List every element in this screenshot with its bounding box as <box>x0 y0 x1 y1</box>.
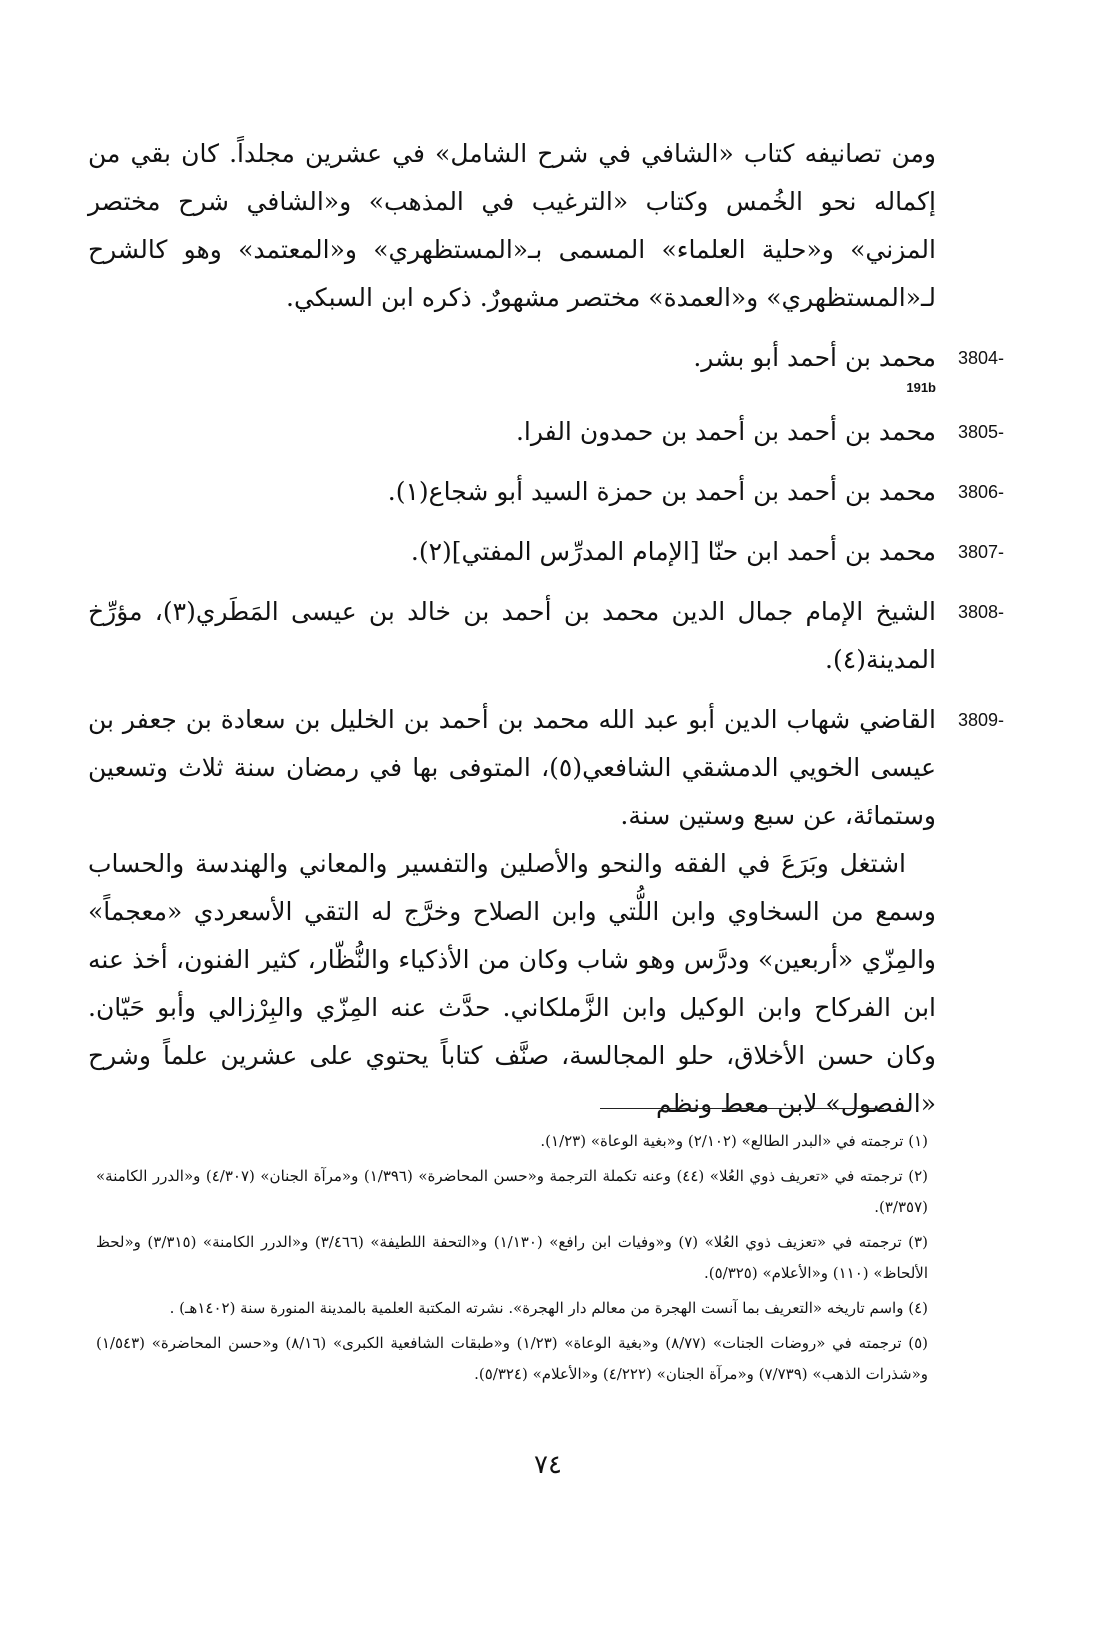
entry-3804 <box>88 334 1004 382</box>
footnote-5: (٥) ترجمته في «روضات الجنات» (٨/٧٧) و«بغية الوعاة» (١/٢٣) و«طبقات الشافعية الكبرى» (٨/١٦) و«حسن المحاضرة» (١/٥٤٣) و«شذرات الذهب» (٧/٧٣٩) و«مرآة الجنان» (٤/٢٢٢) و«الأعلام» (٥/٣٢٤). <box>96 1334 929 1383</box>
entry-3807 <box>88 528 1004 576</box>
entry-text: القاضي شهاب الدين أبو عبد الله محمد بن أحمد بن الخليل بن سعادة بن جعفر بن عيسى الخويي الدمشقي الشافعي(٥)، المتوفى بها في رمضان سنة ثلاث وتسعين وستمائة، عن سبع وستين سنة. <box>88 705 936 830</box>
footnote-4: (٤) واسم تاريخه «التعريف بما آنست الهجرة من معالم دار الهجرة». نشرته المكتبة العلمية بالمدينة المنورة سنة (١٤٠٢هـ) . <box>169 1299 928 1317</box>
entry-text: محمد بن أحمد بن أحمد بن حمدون الفرا. <box>515 417 936 446</box>
entry-3805 <box>88 408 1004 456</box>
page-number: ٧٤ <box>534 1450 562 1480</box>
main-text <box>88 130 1004 1128</box>
intro-paragraph: ومن تصانيفه كتاب «الشافي في شرح الشامل» في عشرين مجلداً. كان بقي من إكماله نحو الخُمس وكتاب «الترغيب في المذهب» و«الشافي شرح مختصر المزني» و«حلية العلماء» المسمى بـ«المستظهري» و«المعتمد» وهو كالشرح لـ«المستظهري» و«العمدة» مختصر مشهورٌ. ذكره ابن السبكي. <box>88 139 936 312</box>
continuation-paragraph: اشتغل وبَرَعَ في الفقه والنحو والأصلين والتفسير والمعاني والهندسة والحساب وسمع من السخاوي وابن اللُّتي وابن الصلاح وخرَّج له التقي الأسعردي «معجماً» والمِزّي «أربعين» ودرَّس وهو شاب وكان من الأذكياء والنُّظّار، كثير الفنون، أخذ عنه ابن الفركاح وابن الوكيل وابن الزَّملكاني. حدَّث عنه المِزّي والبِرْزالي وأبو حَيّان. وكان حسن الأخلاق، حلو المجالسة، صنَّف كتاباً يحتوي على عشرين علماً وشرح «الفصول» لابن معط ونظم <box>88 849 936 1118</box>
entry-number: 3807- <box>957 542 1004 562</box>
footnote-1: (١) ترجمته في «البدر الطالع» (٢/١٠٢) و«بغية الوعاة» (١/٢٣). <box>540 1132 928 1150</box>
footnote-divider <box>600 1108 884 1109</box>
entry-number: 3809- <box>957 710 1004 730</box>
entry-3809 <box>88 696 1004 840</box>
entry-text: محمد بن أحمد بن أحمد بن حمزة السيد أبو شجاع(١). <box>387 477 936 506</box>
entry-text: الشيخ الإمام جمال الدين محمد بن أحمد بن خالد بن عيسى المَطَري(٣)، مؤرِّخ المدينة(٤). <box>88 597 936 674</box>
entry-text: محمد بن أحمد أبو بشر. <box>693 343 936 372</box>
footnotes <box>96 1126 928 1394</box>
folio-marker: 191b <box>906 380 936 395</box>
entry-number: 3806- <box>957 482 1004 502</box>
entry-3808 <box>88 588 1004 684</box>
entry-text: محمد بن أحمد ابن حنّا [الإمام المدرِّس المفتي](٢). <box>410 537 936 566</box>
footnote-3: (٣) ترجمته في «تعزيف ذوي العُلا» (٧) و«وفيات ابن رافع» (١/١٣٠) و«التحفة اللطيفة» (٣/٤٦٦) و«الدرر الكامنة» (٣/٣١٥) و«لحظ الألحاظ» (١١٠) و«الأعلام» (٥/٣٢٥). <box>96 1233 928 1282</box>
entry-number: 3808- <box>957 602 1004 622</box>
footnote-2: (٢) ترجمته في «تعريف ذوي العُلا» (٤٤) وعنه تكملة الترجمة و«حسن المحاضرة» (١/٣٩٦) و«مرآة الجنان» (٤/٣٠٧) و«الدرر الكامنة» (٣/٣٥٧). <box>96 1167 928 1216</box>
entry-3806 <box>88 468 1004 516</box>
entry-number: 3804- <box>957 348 1004 368</box>
entry-number: 3805- <box>957 422 1004 442</box>
